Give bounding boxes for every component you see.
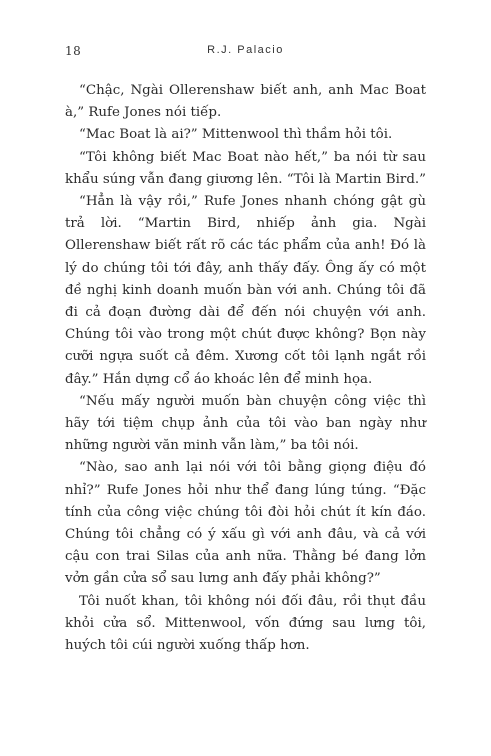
paragraph: Tôi nuốt khan, tôi không nói đối đâu, rồi thụt đầu khỏi cửa sổ. Mittenwool, vốn đứng sau lưng tôi, huých tôi cúi người xuống thấp hơn.	[65, 593, 426, 654]
paragraph: “Nào, sao anh lại nói với tôi bằng giọng điệu đó nhỉ?” Rufe Jones hỏi như thể đang lúng túng. “Đặc tính của công việc chúng tôi đòi hỏi chút ít kín đáo. Chúng tôi chẳng có ý xấu gì với anh đâu, và cả với cậu con trai Silas của anh nữa. Thằng bé đang lởn vởn gần cửa sổ sau lưng anh đấy phải không?”	[65, 460, 426, 587]
paragraph: “Hẳn là vậy rồi,” Rufe Jones nhanh chóng gật gù trả lời. “Martin Bird, nhiếp ảnh gia. Ngài Ollerenshaw biết rất rõ các tác phẩm của anh! Đó là lý do chúng tôi tới đây, anh thấy đấy. Ông ấy có một đề nghị kinh doanh muốn bàn với anh. Chúng tôi đã đi cả đoạn đường dài để đến nói chuyện với anh. Chúng tôi vào trong một chút được không? Bọn này cưỡi ngựa suốt cả đêm. Xương cốt tôi lạnh ngắt rồi đây.” Hắn dựng cổ áo khoác lên để minh họa.	[65, 194, 426, 387]
paragraph: “Chậc, Ngài Ollerenshaw biết anh, anh Mac Boat à,” Rufe Jones nói tiếp.	[65, 83, 426, 121]
running-head-author: R.J. Palacio	[207, 44, 284, 56]
page-number: 18	[65, 44, 82, 58]
page-header	[0, 44, 491, 62]
paragraph: “Tôi không biết Mac Boat nào hết,” ba nói từ sau khẩu súng vẫn đang giương lên. “Tôi là Martin Bird.”	[65, 149, 426, 187]
body-text	[65, 80, 426, 657]
paragraph: “Nếu mấy người muốn bàn chuyện công việc thì hãy tới tiệm chụp ảnh của tôi vào ban ngày như những người văn minh vẫn làm,” ba tôi nói.	[65, 393, 426, 454]
paragraph: “Mac Boat là ai?” Mittenwool thì thầm hỏi tôi.	[79, 127, 393, 143]
